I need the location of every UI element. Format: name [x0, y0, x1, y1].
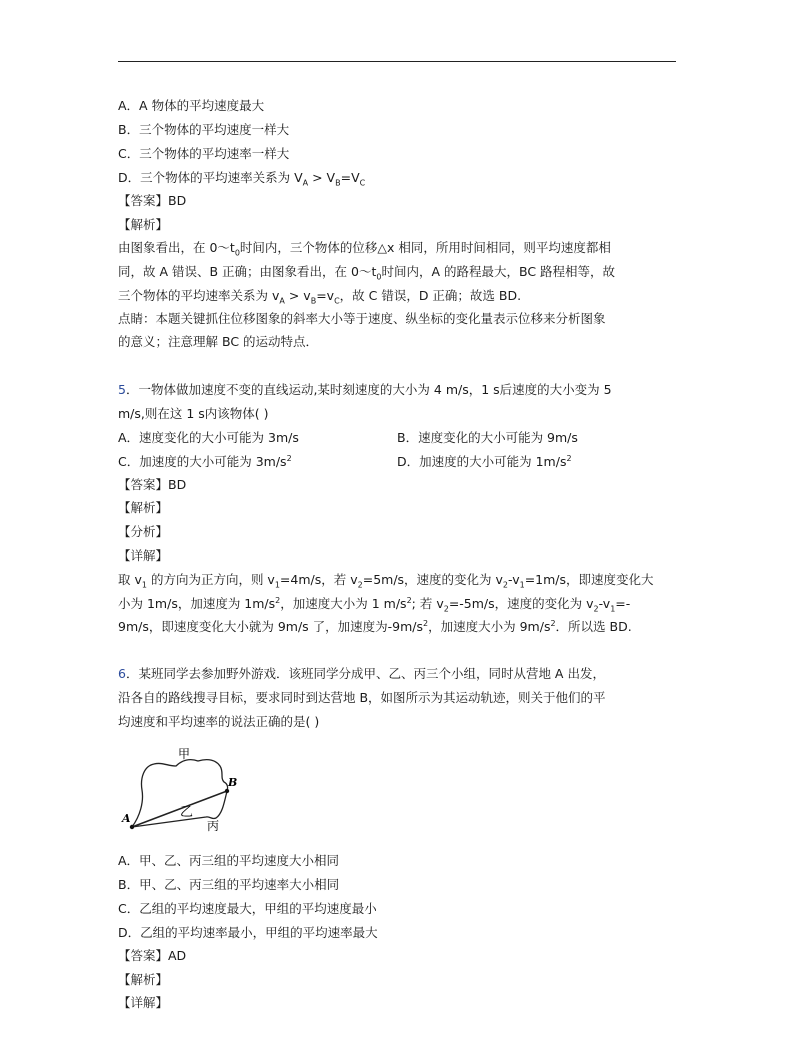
q5-fenxi-tag: 【分析】: [118, 524, 169, 539]
label-a: A: [122, 812, 131, 825]
q4-analysis-line2: 同，故 A 错误、B 正确；由图象看出，在 $0\sim t_0$时间内，A 的路程最大，BC 路程相等，故: [118, 264, 616, 282]
q5-answer: 【答案】BD: [118, 477, 187, 492]
q5-explain-line1: 取 $v_1$ 的方向为正方向，则 $v_1=4m/s$，若 $v_2=5m/s$，速度的变化为 $v_2-v_1=1m/s$，即速度变化大: [118, 572, 654, 590]
q4-analysis-tag: 【解析】: [118, 217, 169, 232]
q5-option-d: D．加速度的大小可能为 $1m/s^2$: [397, 453, 572, 469]
q4-answer: 【答案】BD: [118, 193, 187, 208]
q5-analysis-tag: 【解析】: [118, 500, 169, 515]
q6-answer: 【答案】AD: [118, 948, 187, 963]
q6-option-c: C．乙组的平均速度最大，甲组的平均速度最小: [118, 901, 377, 916]
q4-analysis-line3: 三个物体的平均速率关系为 $v_A > v_B=v_C$，故 C 错误，D 正确；故选 BD.: [118, 288, 522, 306]
q4-analysis-line5: 的意义；注意理解 BC 的运动特点．: [118, 334, 319, 349]
q6-option-b: B．甲、乙、丙三组的平均速率大小相同: [118, 877, 340, 892]
q5-detail-tag: 【详解】: [118, 548, 169, 563]
q4-option-c: C．三个物体的平均速率一样大: [118, 146, 290, 161]
q5-option-b: B．速度变化的大小可能为 9m/s: [397, 430, 578, 445]
point-b: [225, 789, 229, 793]
q4-option-b: B．三个物体的平均速度一样大: [118, 122, 290, 137]
q6-number: 6: [118, 666, 126, 681]
q5-stem-line2: m/s,则在这 1 s内该物体( ): [118, 406, 269, 421]
q5-explain-line3: 9m/s，即速度变化大小就为 9m/s 了，加速度为$-9m/s^2$，加速度大小为 $9m/s^2$．所以选 BD.: [118, 618, 632, 634]
trajectory-figure: [120, 744, 245, 836]
q4-analysis-line4: 点睛：本题关键抓住位移图象的斜率大小等于速度、纵坐标的变化量表示位移来分析图象: [118, 311, 606, 326]
q4-option-a: A．A 物体的平均速度最大: [118, 98, 265, 113]
label-jia: 甲: [178, 747, 191, 761]
q5-number: 5: [118, 382, 126, 397]
q6-option-d: D．乙组的平均速率最小，甲组的平均速率最大: [118, 925, 378, 940]
label-yi: 乙: [180, 805, 194, 820]
q5-stem-line1: 5．一物体做加速度不变的直线运动,某时刻速度的大小为 4 m/s，1 s后速度的大小变为 5: [118, 382, 612, 397]
q6-option-a: A．甲、乙、丙三组的平均速度大小相同: [118, 853, 340, 868]
header-rule: [118, 61, 676, 62]
q5-option-c: C．加速度的大小可能为 $3m/s^2$: [118, 453, 292, 469]
q6-analysis-tag: 【解析】: [118, 972, 169, 987]
q4-option-d: D．三个物体的平均速率关系为 $V_A > V_B=V_C$: [118, 170, 366, 188]
q5-explain-line2: 小为 1m/s，加速度为 $1m/s^2$，加速度大小为 1 $m/s^2$; 若 $v_2=-5m/s$，速度的变化为 $v_2-v_1=-$: [118, 595, 631, 614]
q6-stem-line3: 均速度和平均速率的说法正确的是( ): [118, 714, 320, 729]
q6-stem-line2: 沿各自的路线搜寻目标，要求同时到达营地 B，如图所示为其运动轨迹，则关于他们的平: [118, 690, 606, 705]
point-a: [130, 825, 134, 829]
q6-detail-tag: 【详解】: [118, 995, 169, 1010]
q5-option-a: A．速度变化的大小可能为 3m/s: [118, 430, 299, 445]
q4-analysis-line1: 由图象看出，在 $0\sim t_0$时间内，三个物体的位移△x 相同，所用时间相同，则平均速度都相: [118, 240, 611, 258]
label-b: B: [228, 776, 238, 789]
q6-stem-line1: 6．某班同学去参加野外游戏．该班同学分成甲、乙、丙三个小组，同时从营地 A 出发，: [118, 666, 605, 681]
label-bing: 丙: [207, 819, 220, 833]
